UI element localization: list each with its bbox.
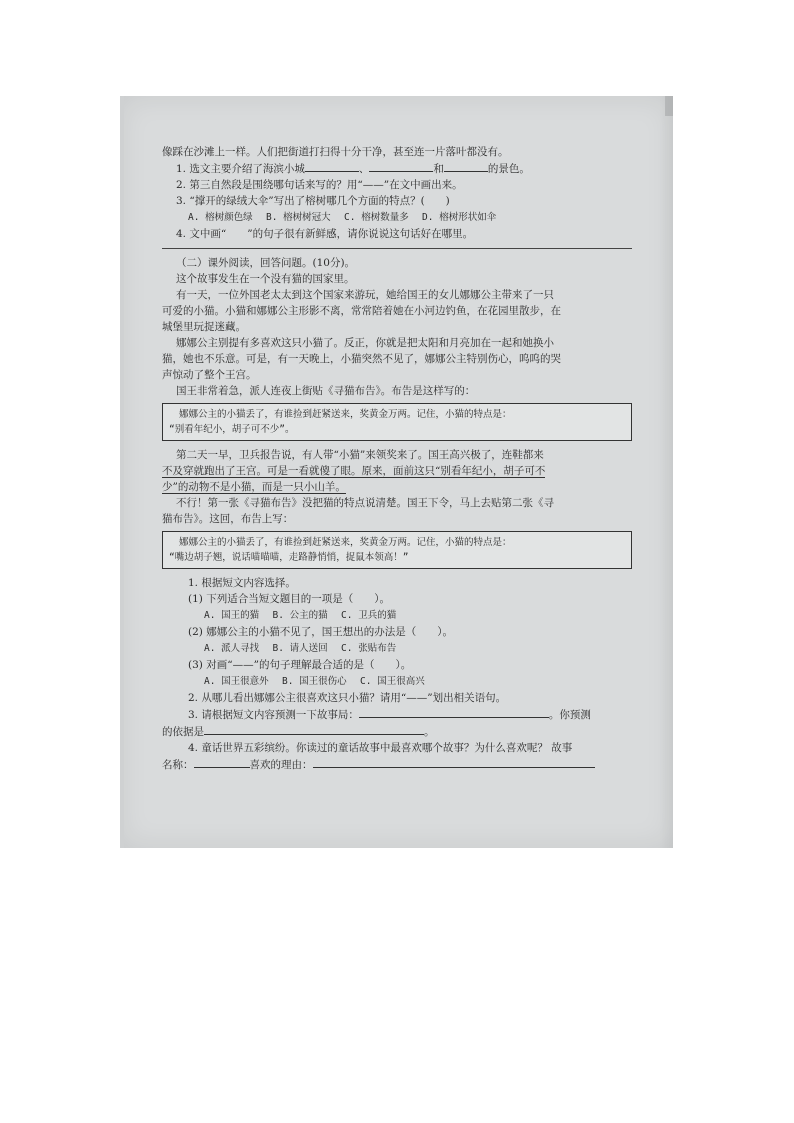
option-a[interactable]: A. 国王很意外 bbox=[204, 676, 269, 687]
notice-box-1: 娜娜公主的小猫丢了，有谁捡到赶紧送来，奖黄金万两。记住，小猫的特点是： “别看年纪小，胡子可不少”。 bbox=[162, 403, 632, 441]
question-a3: 3. 请根据短文内容预测一下故事局： 。你预测 bbox=[162, 706, 632, 723]
notice-box-2: 娜娜公主的小猫丢了，有谁捡到赶紧送来，奖黄金万两。记住，小猫的特点是： “嘴边胡子翘，说话喵喵喵，走路静悄悄，捉鼠本领高！” bbox=[162, 531, 632, 569]
question-a1: 1. 根据短文内容选择。 bbox=[188, 577, 296, 589]
option-b[interactable]: B. 榕树树冠大 bbox=[266, 212, 331, 223]
question-a2: 2. 从哪儿看出娜娜公主很喜欢这只小猫？请用“——”划出相关语句。 bbox=[188, 692, 507, 704]
option-b[interactable]: B. 请人送回 bbox=[272, 643, 328, 654]
paragraph: 城堡里玩捉迷藏。 bbox=[162, 321, 246, 333]
answer-blank[interactable] bbox=[204, 723, 424, 735]
option-c[interactable]: C. 卫兵的猫 bbox=[341, 610, 397, 621]
paragraph: 不及穿就跑出了王宫。可是一看就傻了眼。原来，面前这只“别看年纪小，胡子可不 bbox=[162, 465, 546, 477]
page-edge bbox=[120, 96, 124, 848]
answer-blank[interactable] bbox=[369, 160, 433, 172]
paragraph: 猫布告》。这回，布告上写： bbox=[162, 513, 294, 525]
worksheet-text bbox=[162, 144, 632, 773]
scanned-page bbox=[120, 96, 673, 848]
question-a1-3-options bbox=[162, 673, 632, 690]
answer-blank[interactable] bbox=[444, 160, 488, 172]
bleed-through bbox=[659, 96, 673, 848]
option-c[interactable]: C. 榕树数量多 bbox=[344, 212, 409, 223]
option-a[interactable]: A. 国王的猫 bbox=[204, 610, 260, 621]
option-c[interactable]: C. 张贴布告 bbox=[341, 643, 397, 654]
question-3-options bbox=[162, 209, 632, 226]
paragraph: 不行！第一张《寻猫布告》没把猫的特点说清楚。国王下令，马上去贴第二张《寻 bbox=[176, 497, 554, 509]
question-a1-1-options bbox=[162, 607, 632, 624]
option-b[interactable]: B. 公主的猫 bbox=[272, 610, 328, 621]
option-a[interactable]: A. 榕树颜色绿 bbox=[188, 212, 253, 223]
paragraph: 少”的动物不是小猫，而是一只小山羊。 bbox=[162, 481, 346, 493]
option-a[interactable]: A. 派人寻找 bbox=[204, 643, 260, 654]
question-a3-cont: 的依据是 。 bbox=[162, 723, 632, 740]
question-3: 3. “撑开的绿绒大伞”写出了榕树哪几个方面的特点？( ) bbox=[176, 195, 450, 207]
question-1: 1. 选文主要介绍了海滨小城 、 和 的景色。 bbox=[162, 160, 632, 177]
question-a1-3: (3) 对画“——”的句子理解最合适的是（ ）。 bbox=[188, 659, 412, 671]
text-line: 像踩在沙滩上一样。人们把街道打扫得十分干净，甚至连一片落叶都没有。 bbox=[162, 146, 509, 158]
question-a1-2: (2) 娜娜公主的小猫不见了，国王想出的办法是（ ）。 bbox=[188, 626, 453, 638]
answer-blank[interactable] bbox=[305, 160, 359, 172]
paragraph: 娜娜公主别提有多喜欢这只小猫了。反正，你就是把太阳和月亮加在一起和她换小 bbox=[176, 337, 554, 349]
question-2: 2. 第三自然段是围绕哪句话来写的？用“——”在文中画出来。 bbox=[176, 179, 463, 191]
question-a4: 4. 童话世界五彩缤纷。你读过的童话故事中最喜欢哪个故事？为什么喜欢呢？ 故事 bbox=[188, 742, 573, 754]
paragraph: 猫，她也不乐意。可是，有一天晚上，小猫突然不见了，娜娜公主特别伤心，呜呜的哭 bbox=[162, 353, 561, 365]
option-d[interactable]: D. 榕树形状如伞 bbox=[422, 212, 497, 223]
paragraph: 国王非常着急，派人连夜上街贴《寻猫布告》。布告是这样写的： bbox=[176, 385, 476, 397]
option-b[interactable]: B. 国王很伤心 bbox=[282, 676, 347, 687]
paragraph: 声惊动了整个王宫。 bbox=[162, 369, 257, 381]
paragraph: 第二天一早，卫兵报告说，有人带“小猫”来领奖来了。国王高兴极了，连鞋都来 bbox=[176, 449, 544, 461]
reason-blank[interactable] bbox=[313, 756, 595, 768]
paragraph: 这个故事发生在一个没有猫的国家里。 bbox=[176, 273, 355, 285]
question-a4-cont: 名称： 喜欢的理由： bbox=[162, 756, 632, 773]
question-a1-2-options bbox=[162, 640, 632, 657]
question-4: 4. 文中画“ ”的句子很有新鲜感，请你说说这句话好在哪里。 bbox=[176, 228, 474, 240]
paragraph: 有一天，一位外国老太太到这个国家来游玩，她给国王的女儿娜娜公主带来了一只 bbox=[176, 289, 554, 301]
answer-blank[interactable] bbox=[359, 706, 549, 718]
section-2-heading: （二）课外阅读，回答问题。(10分)。 bbox=[176, 257, 356, 269]
answer-line[interactable] bbox=[162, 242, 632, 249]
paragraph: 可爱的小猫。小猫和娜娜公主形影不离，常常陪着她在小河边钓鱼，在花园里散步，在 bbox=[162, 305, 561, 317]
option-c[interactable]: C. 国王很高兴 bbox=[360, 676, 425, 687]
question-a1-1: (1) 下列适合当短文题目的一项是（ ）。 bbox=[188, 593, 390, 605]
story-name-blank[interactable] bbox=[194, 756, 250, 768]
